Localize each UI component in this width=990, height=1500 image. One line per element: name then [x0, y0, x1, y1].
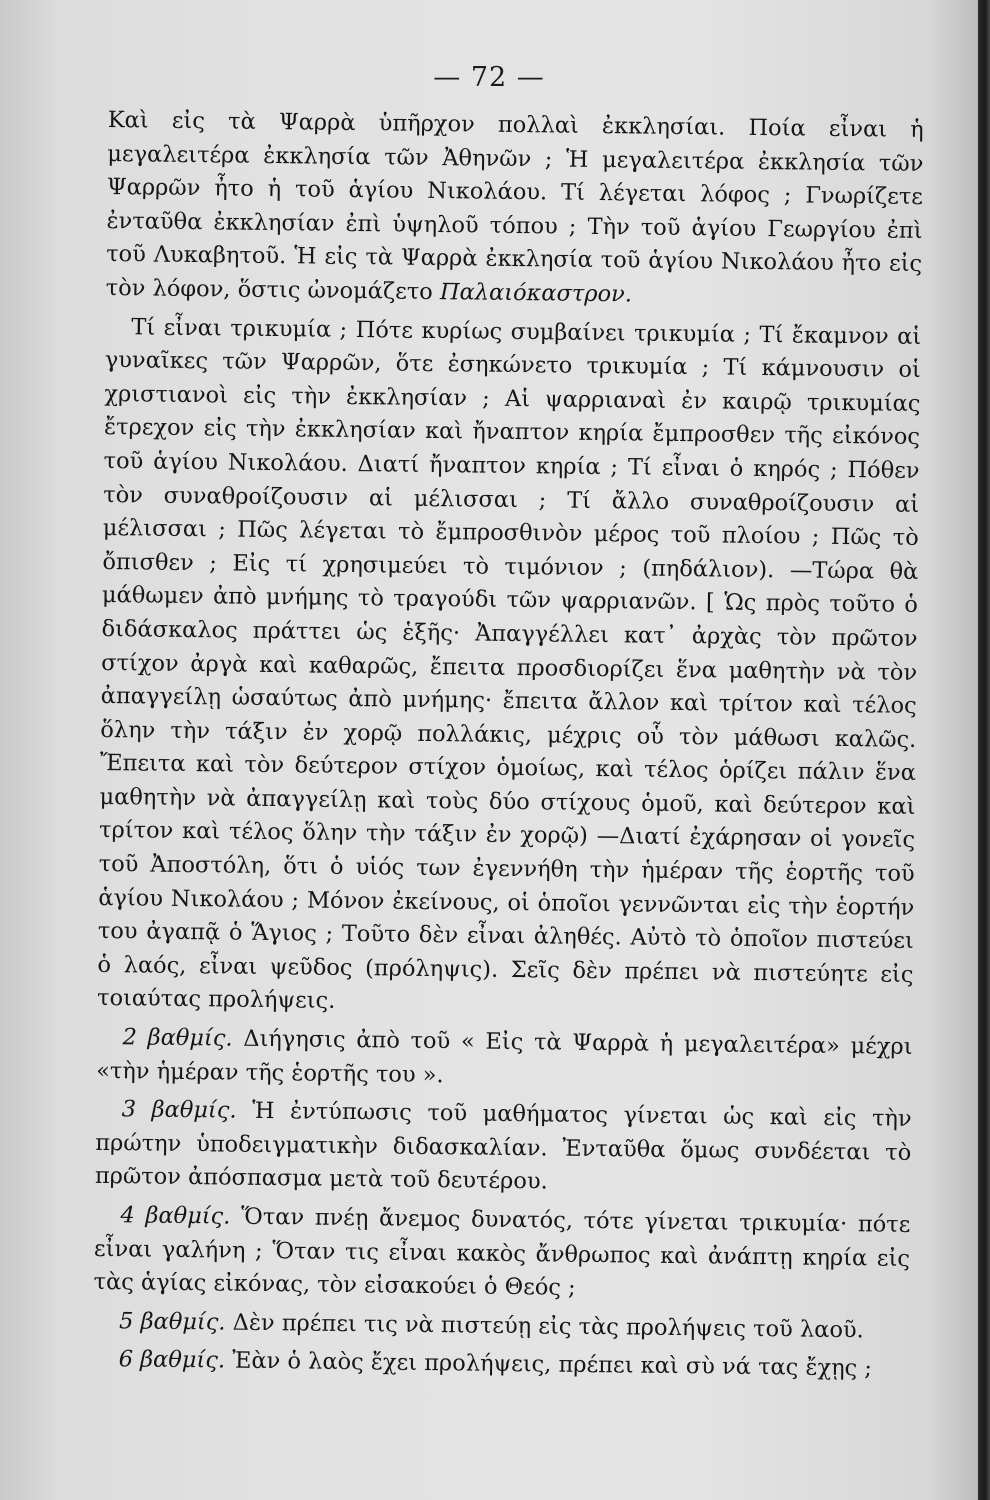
body-text — [92, 104, 923, 1387]
step-3 — [95, 1093, 912, 1204]
step-5 — [93, 1305, 909, 1349]
step-6-label: 6 βαθμίς. — [118, 1346, 226, 1374]
page-number: — 72 — — [433, 62, 545, 93]
step-4-label: 4 βαθμίς. — [120, 1202, 231, 1230]
paragraph-1-emphasis: Παλαιόκαστρον. — [439, 279, 633, 308]
step-6-text: Ἐὰν ὁ λαὸς ἔχει προλήψεις, πρέπει καὶ σὺ νά τας ἔχῃς ; — [232, 1347, 873, 1382]
step-6 — [92, 1343, 908, 1387]
step-2-text: Διήγησις ἀπὸ τοῦ « Εἰς τὰ Ψαρρὰ ἡ μεγαλειτέρα» μέχρι «τὴν ἡμέραν τῆς ἑορτῆς του ». — [96, 1025, 913, 1088]
paragraph-1-text: Καὶ εἰς τὰ Ψαρρὰ ὑπῆρχον πολλαὶ ἐκκλησίαι. Ποία εἶναι ἡ μεγαλειτέρα ἐκκλησία τῶν Ἀθηνῶν ; Ἡ μεγαλειτέρα ἐκκλησία τῶν Ψαρρῶν ἦτο ἡ τοῦ ἁγίου Νικολάου. Τί λέγεται λόφος ; Γνωρίζετε ἐνταῦθα ἐκκλησίαν ἐπὶ ὑψηλοῦ τόπου ; Τὴν τοῦ ἁγίου Γεωργίου ἐπὶ τοῦ Λυκαβητοῦ. Ἡ εἰς τὰ Ψαρρὰ ἐκκλησία τοῦ ἁγίου Νικολάου ἦτο εἰς τὸν λόφον, ὅστις ὠνομάζετο — [105, 106, 924, 305]
step-4-text: Ὅταν πνέῃ ἄνεμος δυνατός, τότε γίνεται τρικυμία· πότε εἶναι γαλήνη ; Ὅταν τις εἶναι κακὸς ἄνθρωπος καὶ ἀνάπτῃ κηρία εἰς τὰς ἁγίας εἰκόνας, τὸν εἰσακούει ὁ Θεός ; — [93, 1203, 911, 1301]
page-edge-shadow — [978, 0, 990, 1500]
step-2-label: 2 βαθμίς. — [122, 1024, 233, 1052]
paragraph-1 — [106, 104, 924, 316]
step-5-text: Δὲν πρέπει τις νὰ πιστεύῃ εἰς τὰς προλήψεις τοῦ λαοῦ. — [232, 1309, 864, 1344]
paragraph-2 — [97, 311, 922, 1026]
step-4 — [93, 1199, 910, 1310]
step-3-label: 3 βαθμίς. — [121, 1096, 237, 1124]
step-5-label: 5 βαθμίς. — [118, 1308, 226, 1336]
step-3-text: Ἡ ἐντύπωσις τοῦ μαθήματος γίνεται ὡς καὶ εἰς τὴν πρώτην ὑποδειγματικὴν διδασκαλίαν. Ἐνταῦθα ὅμως συνδέεται τὸ πρῶτον ἀπόσπασμα μετὰ τοῦ δευτέρου. — [94, 1098, 912, 1195]
step-2 — [96, 1021, 913, 1098]
paragraph-2-text: Τί εἶναι τρικυμία ; Πότε κυρίως συμβαίνει τρικυμία ; Τί ἔκαμνον αἱ γυναῖκες τῶν Ψαρρῶν, ὅτε ἐσηκώνετο τρικυμία ; Τί κάμνουσιν οἱ χριστιανοὶ εἰς τὴν ἐκκλησίαν ; Αἱ ψαρριαναὶ ἐν καιρῷ τρικυμίας ἔτρεχον εἰς τὴν ἐκκλησίαν καὶ ἤναπτον κηρία ἔμπροσθεν τῆς εἰκόνος τοῦ ἁγίου Νικολάου. Διατί ἤναπτον κηρία ; Τί εἶναι ὁ κηρός ; Πόθεν τὸν συναθροίζουσιν αἱ μέλισσαι ; Τί ἄλλο συναθροίζουσιν αἱ μέλισσαι ; Πῶς λέγεται τὸ ἔμπροσθινὸν μέρος τοῦ πλοίου ; Πῶς τὸ ὄπισθεν ; Εἰς τί χρησιμεύει τὸ τιμόνιον ; (πηδάλιον). —Τώρα θὰ μάθωμεν ἀπὸ μνήμης τὸ τραγούδι τῶν ψαρριανῶν. [ Ὡς πρὸς τοῦτο ὁ διδάσκαλος πράττει ὡς ἑξῆς· Ἀπαγγέλλει κατ᾽ ἀρχὰς τὸν πρῶτον στίχον ἀργὰ καὶ καθαρῶς, ἔπειτα προσδιορίζει ἕνα μαθητὴν νὰ τὸν ἀπαγγείλῃ ὡσαύτως ἀπὸ μνήμης· ἔπειτα ἄλλον καὶ τρίτον καὶ τέλος ὅλην τὴν τάξιν ἐν χορῷ πολλάκις, μέχρις οὗ τὸν μάθωσι καλῶς. Ἔπειτα καὶ τὸν δεύτερον στίχον ὁμοίως, καὶ τέλος ὁρίζει πάλιν ἕνα μαθητὴν νὰ ἀπαγγείλῃ καὶ τοὺς δύο στίχους ὁμοῦ, καὶ δεύτερον καὶ τρίτον καὶ τέλος ὅλην τὴν τάξιν ἐν χορῷ) —Διατί ἐχάρησαν οἱ γονεῖς τοῦ Ἀποστόλη, ὅτι ὁ υἱός των ἐγεννήθη τὴν ἡμέραν τῆς ἑορτῆς τοῦ ἁγίου Νικολάου ; Μόνον ἐκείνους, οἱ ὁποῖοι γεννῶνται εἰς τὴν ἑορτήν του ἀγαπᾷ ὁ Ἅγιος ; Τοῦτο δὲν εἶναι ἀληθές. Αὐτὸ τὸ ὁποῖον πιστεύει ὁ λαός, εἶναι ψεῦδος (πρόληψις). Σεῖς δὲν πρέπει νὰ πιστεύητε εἰς τοιαύτας προλήψεις. — [96, 313, 922, 1015]
